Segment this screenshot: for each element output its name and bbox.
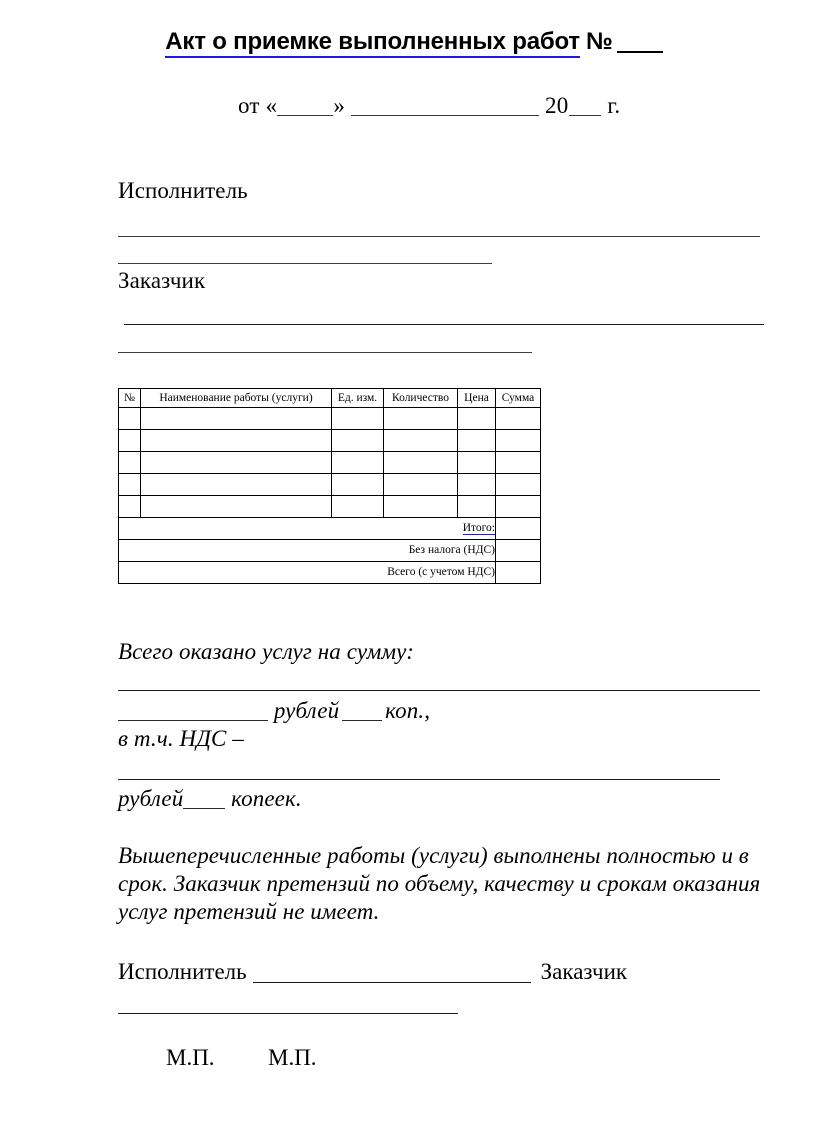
- table-header-sum: Сумма: [496, 389, 541, 408]
- vat-rubles-row: [118, 786, 302, 812]
- cell-sum[interactable]: [496, 474, 541, 496]
- cell-quantity[interactable]: [384, 430, 458, 452]
- cell-price[interactable]: [458, 496, 496, 518]
- amount-rubles-blank[interactable]: [118, 720, 268, 721]
- cell-name[interactable]: [141, 474, 332, 496]
- signature-performer-blank[interactable]: [253, 982, 531, 983]
- performer-line-1[interactable]: [118, 236, 760, 237]
- customer-label: Заказчик: [118, 268, 206, 293]
- date-year-prefix: 20: [545, 93, 569, 118]
- cell-number[interactable]: [119, 496, 141, 518]
- vat-kopecks-blank[interactable]: [183, 808, 225, 809]
- stamp-performer: М.П.: [166, 1045, 215, 1070]
- cell-name[interactable]: [141, 430, 332, 452]
- cell-name[interactable]: [141, 496, 332, 518]
- cell-unit[interactable]: [332, 430, 384, 452]
- table-body: [119, 408, 541, 584]
- cell-name[interactable]: [141, 452, 332, 474]
- total-label: Итого:: [462, 522, 495, 535]
- date-year-blank[interactable]: [569, 115, 601, 116]
- cell-unit[interactable]: [332, 474, 384, 496]
- customer-line-1[interactable]: [124, 324, 764, 325]
- page-title-text: Акт о приемке выполненных работ: [165, 28, 580, 58]
- table-gross-row: [119, 562, 541, 584]
- table-net-row: [119, 540, 541, 562]
- stamp-customer: М.П.: [268, 1045, 317, 1070]
- cell-number[interactable]: [119, 452, 141, 474]
- table-header-price: Цена: [458, 389, 496, 408]
- cell-sum[interactable]: [496, 430, 541, 452]
- date-after-day: »: [333, 93, 346, 118]
- cell-quantity[interactable]: [384, 474, 458, 496]
- performer-line-2[interactable]: [118, 263, 492, 264]
- vat-rubles-word: рублей: [118, 786, 184, 811]
- cell-number[interactable]: [119, 408, 141, 430]
- net-value-cell[interactable]: [496, 540, 541, 562]
- amount-rubles-row: [118, 698, 430, 724]
- table-header-name: Наименование работы (услуги): [141, 389, 332, 408]
- services-table: [118, 388, 541, 584]
- date-month-blank[interactable]: [351, 115, 539, 116]
- net-label-cell: [119, 540, 496, 562]
- cell-unit[interactable]: [332, 452, 384, 474]
- cell-number[interactable]: [119, 430, 141, 452]
- completion-statement: Вышеперечисленные работы (услуги) выполнены полностью и в срок. Заказчик претензий по объему, качеству и срокам оказания услуг претензий не имеет.: [118, 843, 761, 924]
- gross-label-cell: [119, 562, 496, 584]
- cell-sum[interactable]: [496, 408, 541, 430]
- table-row[interactable]: [119, 408, 541, 430]
- total-value-cell[interactable]: [496, 518, 541, 540]
- date-line: [238, 93, 620, 119]
- cell-unit[interactable]: [332, 496, 384, 518]
- table-header-unit: Ед. изм.: [332, 389, 384, 408]
- page-title: [0, 28, 828, 56]
- gross-label: Всего (с учетом НДС): [387, 566, 495, 579]
- table-total-row: [119, 518, 541, 540]
- date-suffix: г.: [607, 93, 621, 118]
- cell-quantity[interactable]: [384, 496, 458, 518]
- table-header-number: №: [119, 389, 141, 408]
- table-row[interactable]: [119, 474, 541, 496]
- cell-price[interactable]: [458, 474, 496, 496]
- table-header-row: [119, 389, 541, 408]
- table-row[interactable]: [119, 430, 541, 452]
- cell-sum[interactable]: [496, 452, 541, 474]
- cell-price[interactable]: [458, 408, 496, 430]
- cell-sum[interactable]: [496, 496, 541, 518]
- cell-name[interactable]: [141, 408, 332, 430]
- cell-quantity[interactable]: [384, 452, 458, 474]
- document-number-blank[interactable]: [617, 51, 663, 53]
- date-prefix: от «: [238, 93, 278, 118]
- table-header-quantity: Количество: [384, 389, 458, 408]
- vat-kopecks-word: копеек.: [231, 786, 302, 811]
- vat-words-line[interactable]: [118, 779, 720, 780]
- amount-kopecks-blank[interactable]: [342, 720, 382, 721]
- cell-number[interactable]: [119, 474, 141, 496]
- amount-heading: Всего оказано услуг на сумму:: [118, 639, 414, 664]
- date-day-blank[interactable]: [277, 115, 333, 116]
- signature-customer-blank[interactable]: [118, 1013, 458, 1014]
- net-label: Без налога (НДС): [408, 544, 495, 557]
- cell-unit[interactable]: [332, 408, 384, 430]
- gross-value-cell[interactable]: [496, 562, 541, 584]
- customer-line-2[interactable]: [118, 352, 532, 353]
- cell-price[interactable]: [458, 452, 496, 474]
- performer-label: Исполнитель: [118, 178, 248, 203]
- table-row[interactable]: [119, 452, 541, 474]
- table-row[interactable]: [119, 496, 541, 518]
- vat-line: в т.ч. НДС –: [118, 726, 244, 751]
- signature-performer-label: Исполнитель: [118, 959, 247, 984]
- cell-price[interactable]: [458, 430, 496, 452]
- page-title-number-symbol: №: [585, 28, 613, 55]
- amount-kopecks-word: коп.,: [385, 698, 431, 723]
- total-label-cell: [119, 518, 496, 540]
- amount-words-line-1[interactable]: [118, 690, 760, 691]
- signature-customer-label: Заказчик: [540, 959, 628, 984]
- amount-rubles-word: рублей: [273, 698, 340, 723]
- cell-quantity[interactable]: [384, 408, 458, 430]
- signature-row: [118, 959, 627, 985]
